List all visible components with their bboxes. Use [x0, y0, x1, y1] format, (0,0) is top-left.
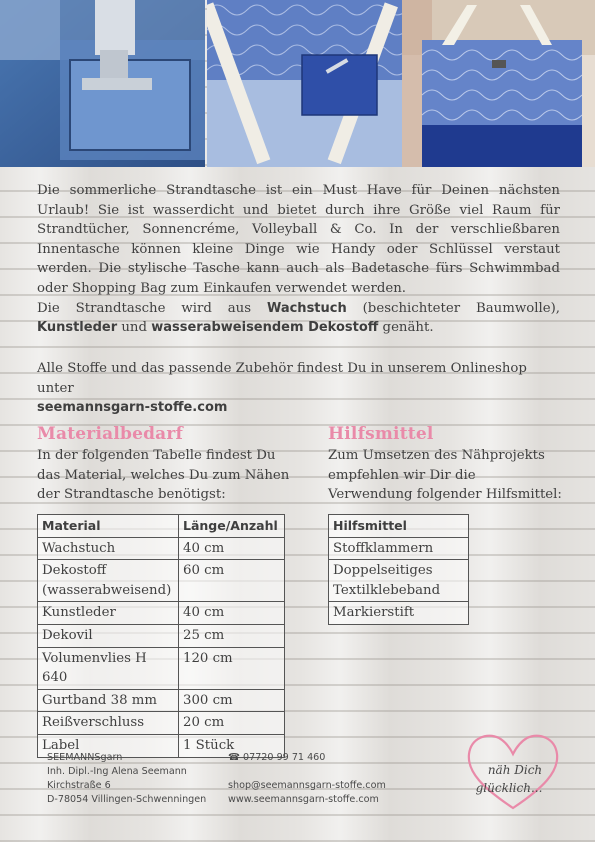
material-heading: Materialbedarf	[37, 424, 184, 444]
table-cell: 300 cm	[179, 689, 285, 712]
street-address: Kirchstraße 6	[47, 780, 111, 791]
table-cell: 120 cm	[179, 647, 285, 689]
table-cell: Dekovil	[38, 624, 179, 647]
table-row	[38, 647, 285, 689]
intro-text	[37, 181, 560, 338]
table-cell: Dekostoff (wasserabweisend)	[38, 560, 179, 602]
hilfsmittel-table	[328, 514, 469, 625]
email-link[interactable]: shop@seemannsgarn-stoffe.com	[228, 780, 386, 791]
owner-name: Inh. Dipl.-Ing Alena Seemann	[47, 766, 187, 777]
materials-sentence	[37, 299, 560, 338]
table-cell: 25 cm	[179, 624, 285, 647]
website-link[interactable]: www.seemannsgarn-stoffe.com	[228, 794, 379, 805]
table-cell: Volumenvlies H 640	[38, 647, 179, 689]
column-header: Hilfsmittel	[329, 515, 469, 538]
phone-number: ☎ 07720 99 71 460	[228, 752, 326, 763]
shop-text: Alle Stoffe und das passende Zubehör findest Du in unserem Onlineshop unter	[37, 361, 527, 396]
heart-logo	[463, 728, 563, 814]
bag-pocket-photo	[207, 0, 402, 167]
table-cell: Wachstuch	[38, 537, 179, 560]
shop-link[interactable]: seemannsgarn-stoffe.com	[37, 400, 228, 416]
table-cell: 60 cm	[179, 560, 285, 602]
column-header: Material	[38, 515, 179, 538]
sentence-part: genäht.	[378, 320, 434, 336]
table-header-row	[329, 515, 469, 538]
hilfsmittel-description: Zum Umsetzen des Nähprojekts empfehlen wir Dir die Verwendung folgender Hilfsmittel:	[328, 448, 562, 503]
table-row	[329, 537, 469, 560]
table-row	[329, 560, 469, 602]
sentence-part: Die Strandtasche wird aus	[37, 300, 267, 316]
table-row	[38, 560, 285, 602]
column-header: Länge/Anzahl	[179, 515, 285, 538]
table-cell: Kunstleder	[38, 602, 179, 625]
city-address: D-78054 Villingen-Schwenningen	[47, 794, 207, 805]
intro-paragraph: Die sommerliche Strandtasche ist ein Must Have für Deinen nächsten Urlaub! Sie ist wasserdicht und bietet durch ihre Größe viel Raum für Strandtücher, Sonnencréme, Volleyball & Co. In der verschließbaren Innentasche können kleine Dinge wie Handy oder Schlüssel verstaut werden. Die stylische Tasche kann auch als Badetasche fürs Schwimmbad oder Shopping Bag zum Einkaufen verwendet werden.	[37, 183, 560, 296]
material-kunstleder: Kunstleder	[37, 320, 118, 336]
material-dekostoff: wasserabweisendem Dekostoff	[151, 320, 379, 336]
table-cell: 20 cm	[179, 712, 285, 735]
table-row	[329, 602, 469, 625]
table-cell: Markierstift	[329, 602, 469, 625]
table-cell: 40 cm	[179, 537, 285, 560]
beach-bag-photo	[402, 0, 595, 167]
material-table	[37, 514, 285, 758]
sentence-part: und	[117, 320, 152, 336]
table-cell: Doppelseitiges Textilklebeband	[329, 560, 469, 602]
company-name: SEEMANNSgarn	[47, 752, 123, 763]
svg-text:näh Dich: näh Dich	[487, 763, 543, 777]
sentence-part: (beschichteter Baumwolle),	[346, 300, 561, 316]
table-cell: Gurtband 38 mm	[38, 689, 179, 712]
hilfsmittel-heading: Hilfsmittel	[328, 424, 434, 444]
footer-address	[47, 751, 206, 807]
table-row	[38, 624, 285, 647]
table-row	[38, 712, 285, 735]
table-row	[38, 537, 285, 560]
shop-note	[37, 359, 560, 418]
table-cell: 1 Stück	[179, 734, 285, 757]
sewing-machine-photo	[0, 0, 205, 167]
table-cell: Stoffklammern	[329, 537, 469, 560]
svg-text:glücklich...: glücklich...	[475, 781, 543, 795]
table-cell: Reißverschluss	[38, 712, 179, 735]
footer-contact	[228, 751, 386, 807]
table-row	[38, 602, 285, 625]
material-wachstuch: Wachstuch	[266, 300, 347, 316]
table-cell: 40 cm	[179, 602, 285, 625]
table-cell: Label	[38, 734, 179, 757]
material-description: In der folgenden Tabelle findest Du das Material, welches Du zum Nähen der Strandtasche benötigst:	[37, 448, 290, 503]
table-row	[38, 689, 285, 712]
photo-strip	[0, 0, 595, 167]
table-header-row	[38, 515, 285, 538]
